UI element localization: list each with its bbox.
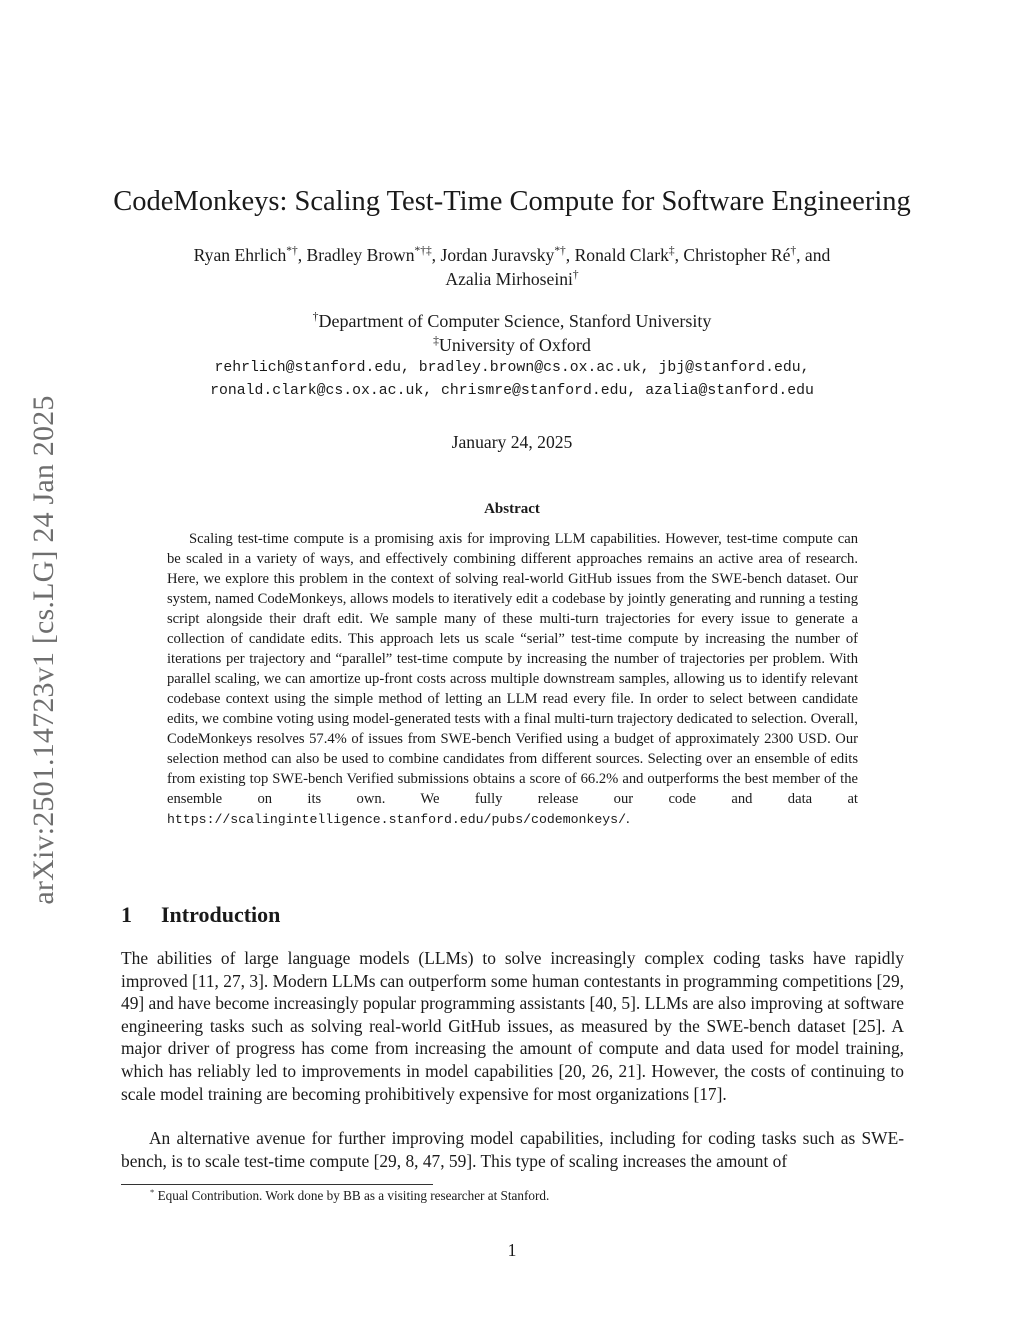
author: Christopher Ré [683,245,791,265]
abstract-body-text: Scaling test-time compute is a promising axis for improving LLM capabilities. However, test-time compute can be scaled in a variety of ways, and effectively combining different approaches remains an active area of research. Here, we explore this problem in the context of solving real-world GitHub issues from the SWE-bench dataset. Our system, named CodeMonkeys, allows models to iteratively edit a codebase by jointly generating and running a testing script alongside their draft edit. We sample many of these multi-turn trajectories for every issue to generate a collection of candidate edits. This approach lets us scale “serial” test-time compute by increasing the number of iterations per trajectory and “parallel” test-time compute by increasing the number of trajectories per problem. With parallel scaling, we can amortize up-front costs across multiple downstream samples, allowing us to identify relevant codebase context using the simple method of letting an LLM read every file. In order to select between candidate edits, we combine voting using model-generated tests with a final multi-turn trajectory dedicated to selection. Overall, CodeMonkeys resolves 57.4% of issues from SWE-bench Verified using a budget of approximately 2300 USD. Our selection method can also be used to combine candidates from different sources. Selecting over an ensemble of edits from existing top SWE-bench Verified submissions obtains a score of 66.2% and outperforms the best member of the ensemble on its own. We fully release our code and data at [167,531,858,807]
author: Ryan Ehrlich [193,245,287,265]
publication-date: January 24, 2025 [451,432,573,452]
affiliation [0,333,1024,357]
author-separator: , [431,245,441,265]
author-separator: , [565,245,575,265]
author-marks: ‡ [668,245,675,258]
author-separator: , [297,245,307,265]
section-heading [121,900,280,930]
abstract-end: . [626,811,630,827]
affiliation-name: University of Oxford [438,335,591,355]
author-separator: , and [796,245,831,265]
author-list-continued [100,267,924,291]
author-emails: rehrlich@stanford.edu, bradley.brown@cs.ox.ac.uk, jbj@stanford.edu, [214,360,810,376]
section-title: Introduction [161,902,281,927]
author-emails: ronald.clark@cs.ox.ac.uk, chrismre@stanford.edu, azalia@stanford.edu [210,383,814,399]
author-marks: *† [286,245,298,258]
author: Ronald Clark [574,245,669,265]
author: Jordan Juravsky [440,245,555,265]
arxiv-identifier-stamp: arXiv:2501.14723v1 [cs.LG] 24 Jan 2025 [27,395,60,905]
paper-title: CodeMonkeys: Scaling Test-Time Compute for Software Engineering [113,186,911,217]
section-number: 1 [121,902,132,927]
footnote [150,1187,549,1205]
affiliation-mark: ‡ [433,333,439,347]
affiliation-mark: † [312,309,319,323]
author-separator: , [674,245,684,265]
author: Bradley Brown [306,245,415,265]
author-marks: *† [554,245,566,258]
footnote-divider [121,1184,433,1185]
affiliation-name: Department of Computer Science, Stanford University [318,311,712,331]
author: Azalia Mirhoseini [445,269,573,289]
page-number: 1 [507,1240,517,1260]
author-marks: *†‡ [414,245,432,258]
author-list [100,243,924,267]
abstract-heading: Abstract [484,501,540,517]
affiliation [0,309,1024,333]
author-marks: † [572,269,579,282]
footnote-mark: * [150,1186,155,1197]
body-paragraph: The abilities of large language models (LLMs) to solve increasingly complex coding tasks have rapidly improved [11, 27, 3]. Modern LLMs can outperform some human contestants in programming competitions [29, 49] and have become increasingly popular programming assistants [40, 5]. LLMs are also improving at software engineering tasks such as solving real-world GitHub issues, as measured by the SWE-bench dataset [25]. A major driver of progress has come from increasing the amount of compute and data used for model training, which has reliably led to improvements in model capabilities [20, 26, 21]. However, the costs of continuing to scale model training are becoming prohibitively expensive for most organizations [17]. [121,948,904,1104]
project-link[interactable]: https://scalingintelligence.stanford.edu/pubs/codemonkeys/ [167,812,626,827]
footnote-text: Equal Contribution. Work done by BB as a visiting researcher at Stanford. [157,1188,550,1203]
body-paragraph: An alternative avenue for further improving model capabilities, including for coding tasks such as SWE-bench, is to scale test-time compute [29, 8, 47, 59]. This type of scaling increases the amount of [121,1128,904,1171]
author-marks: † [790,245,797,258]
abstract-text [167,529,858,830]
